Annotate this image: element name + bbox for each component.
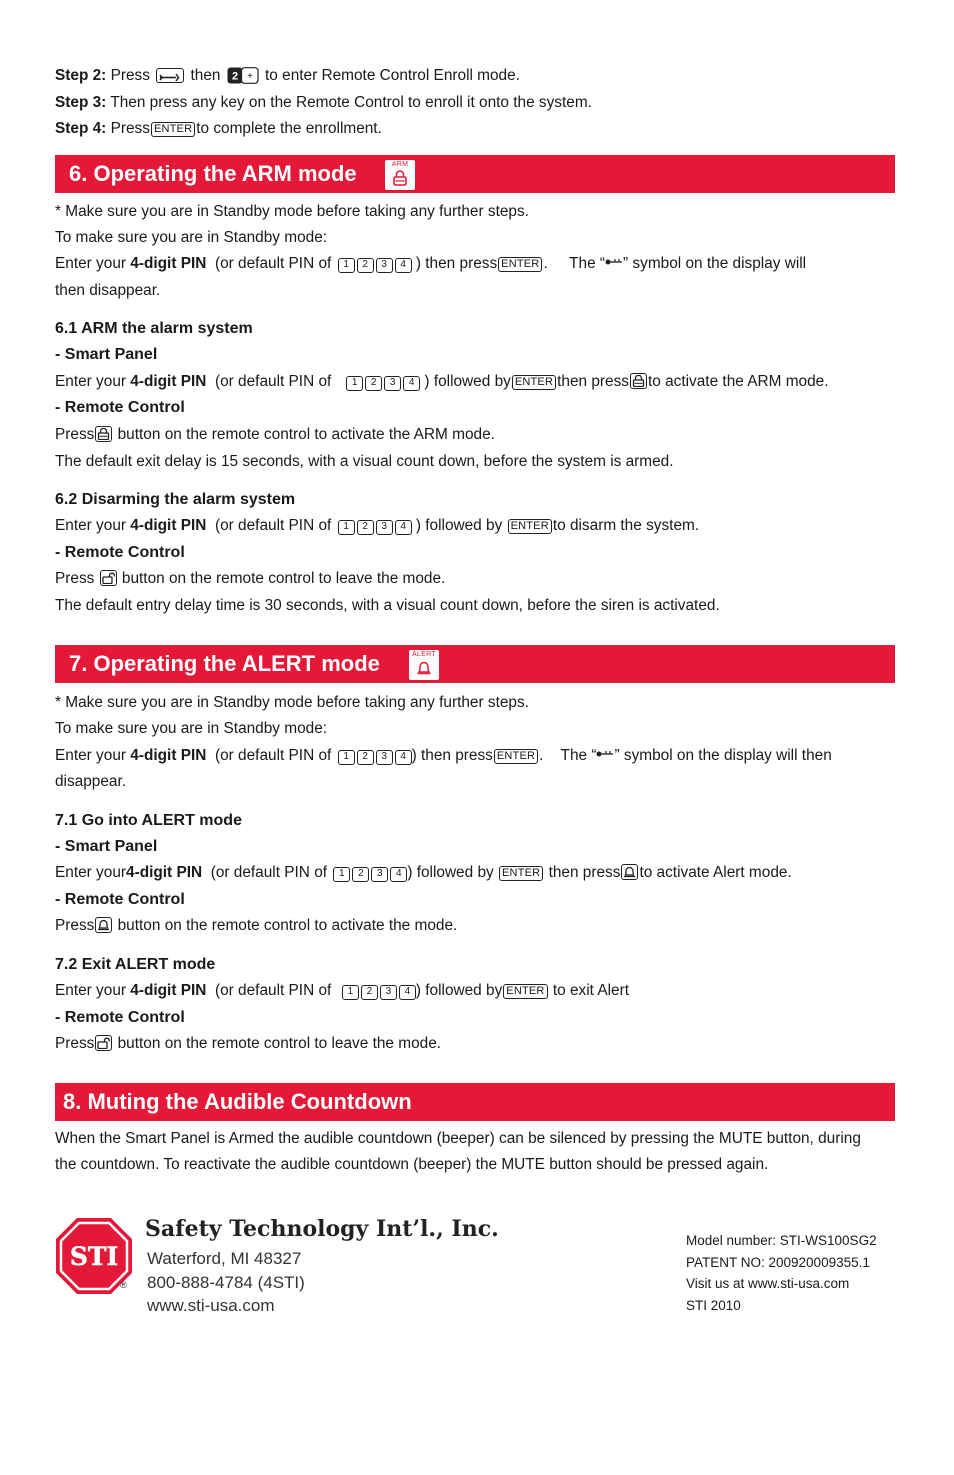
company-name: Safety Technology Int’l., Inc. [145, 1216, 499, 1242]
step-4-label: Step 4: [55, 120, 107, 137]
copyright-year: STI 2010 [686, 1298, 741, 1313]
sec7-1-title: 7.1 Go into ALERT mode [55, 812, 242, 829]
step-4-press: Press [110, 120, 150, 137]
sec6-2-remote-line: Press button on the remote control to leave the mode. [55, 570, 446, 587]
section-6-header [55, 155, 895, 193]
company-web: www.sti-usa.com [147, 1296, 275, 1315]
sec6-note: * Make sure you are in Standby mode before taking any further steps. [55, 203, 529, 220]
step-4-line [55, 119, 382, 139]
patent-number: PATENT NO: 200920009355.1 [686, 1255, 870, 1270]
arm-badge-icon [385, 160, 415, 190]
step-2-label: Step 2: [55, 67, 107, 84]
pin-keys: 1 2 3 4 [336, 255, 412, 272]
sec6-exit-delay: The default exit delay is 15 seconds, with a visual count down, before the system is armed. [55, 453, 674, 470]
logo-text: STI [69, 1242, 119, 1271]
alert-badge-icon [409, 650, 439, 680]
sec7-2-remote-line: Press button on the remote control to leave the mode. [55, 1035, 442, 1052]
standby-symbol-icon [596, 750, 614, 758]
key-2-digit: 2 [231, 70, 238, 83]
sec8-p1: When the Smart Panel is Armed the audible countdown (beeper) can be silenced by pressing the MUTE button, during [55, 1130, 861, 1147]
sec6-standby-intro: To make sure you are in Standby mode: [55, 229, 328, 246]
wrench-key-icon [156, 68, 184, 83]
section-8-title: 8. Muting the Audible Countdown [63, 1089, 412, 1114]
sec6-2-remote: - Remote Control [55, 544, 185, 561]
enter-key: ENTER [494, 749, 538, 764]
sec6-standby-cont: then disappear. [55, 282, 161, 299]
step-4-desc: to complete the enrollment. [196, 120, 382, 137]
section-6-title: 6. Operating the ARM mode [69, 161, 357, 186]
step-2-then: then [190, 67, 221, 84]
enter-key: ENTER [151, 122, 195, 137]
lock-icon [95, 426, 112, 442]
standby-symbol-icon [605, 258, 623, 266]
step-3-line [55, 93, 592, 113]
sec6-1-remote: - Remote Control [55, 399, 185, 416]
sec7-2-title: 7.2 Exit ALERT mode [55, 956, 216, 973]
step-3-text: Then press any key on the Remote Control to enroll it onto the system. [110, 94, 592, 111]
sec8-p2: the countdown. To reactivate the audible countdown (beeper) the MUTE button should be pressed again. [55, 1156, 769, 1173]
sec7-standby-line: Enter your 4-digit PIN (or default PIN of 1 2 3 4 ) then press ENTER . The “ ” symbol on the display will then [55, 747, 832, 764]
section-7-header [55, 645, 895, 683]
lock-icon [630, 373, 647, 389]
sec7-1-remote: - Remote Control [55, 891, 185, 908]
alert-badge-label: ALERT [412, 651, 436, 658]
enter-key: ENTER [508, 519, 552, 534]
sec6-1-panel-line: Enter your 4-digit PIN (or default PIN of 1 2 3 4 ) followed by ENTER then press to activate the ARM mode. [55, 373, 829, 390]
step-2-text: Press [110, 67, 150, 84]
visit-url: Visit us at www.sti-usa.com [686, 1276, 850, 1291]
pin-keys: 1 2 3 4 [340, 982, 416, 999]
unlock-icon [95, 1035, 112, 1051]
pin-keys: 1 2 3 4 [336, 747, 412, 764]
section-8-header [55, 1083, 895, 1121]
enter-key: ENTER [499, 866, 543, 881]
step-2-line [55, 66, 520, 86]
pin-bold: 4-digit PIN [130, 255, 207, 272]
registered-mark: ® [120, 1280, 127, 1290]
pin-keys: 1 2 3 4 [344, 373, 420, 390]
sec6-2-line: Enter your 4-digit PIN (or default PIN of 1 2 3 4 ) followed by ENTER to disarm the system. [55, 517, 700, 534]
bell-icon [621, 864, 638, 880]
sec6-1-remote-line: Press button on the remote control to activate the ARM mode. [55, 426, 495, 443]
sec6-standby-line: Enter your 4-digit PIN (or default PIN of 1 2 3 4 ) then press ENTER . The “ ” symbol on the display will [55, 255, 807, 272]
company-phone: 800-888-4784 (4STI) [147, 1273, 305, 1292]
section-7-title: 7. Operating the ALERT mode [69, 651, 380, 676]
sec7-1-panel-line: Enter your4-digit PIN (or default PIN of 1 2 3 4 ) followed by ENTER then press to activate Alert mode. [55, 864, 792, 881]
key-2-icon [227, 67, 259, 84]
company-city: Waterford, MI 48327 [147, 1249, 302, 1268]
step-2-desc: to enter Remote Control Enroll mode. [265, 67, 520, 84]
enter-key: ENTER [503, 984, 547, 999]
sec7-standby-cont: disappear. [55, 773, 127, 790]
pin-keys: 1 2 3 4 [331, 864, 407, 881]
sec7-1-smart-panel: - Smart Panel [55, 838, 158, 855]
sec6-2-title: 6.2 Disarming the alarm system [55, 491, 296, 508]
enter-key: ENTER [498, 257, 542, 272]
sec6-entry-delay: The default entry delay time is 30 seconds, with a visual count down, before the siren is activated. [55, 597, 720, 614]
sec7-standby-intro: To make sure you are in Standby mode: [55, 720, 328, 737]
arm-badge-label: ARM [391, 161, 409, 168]
sec6-1-smart-panel: - Smart Panel [55, 346, 158, 363]
enter-key: ENTER [512, 375, 556, 390]
sec7-2-remote: - Remote Control [55, 1009, 185, 1026]
pin-keys: 1 2 3 4 [336, 517, 412, 534]
sec7-2-line: Enter your 4-digit PIN (or default PIN of 1 2 3 4 ) followed by ENTER to exit Alert [55, 982, 629, 999]
sec7-1-remote-line: Press button on the remote control to activate the mode. [55, 917, 458, 934]
key-2-plus: + [246, 71, 253, 82]
sec6-1-title: 6.1 ARM the alarm system [55, 320, 253, 337]
step-3-label: Step 3: [55, 94, 107, 111]
unlock-icon [100, 570, 117, 586]
bell-icon [95, 917, 112, 933]
sec7-note: * Make sure you are in Standby mode before taking any further steps. [55, 694, 529, 711]
model-number: Model number: STI-WS100SG2 [686, 1233, 877, 1248]
